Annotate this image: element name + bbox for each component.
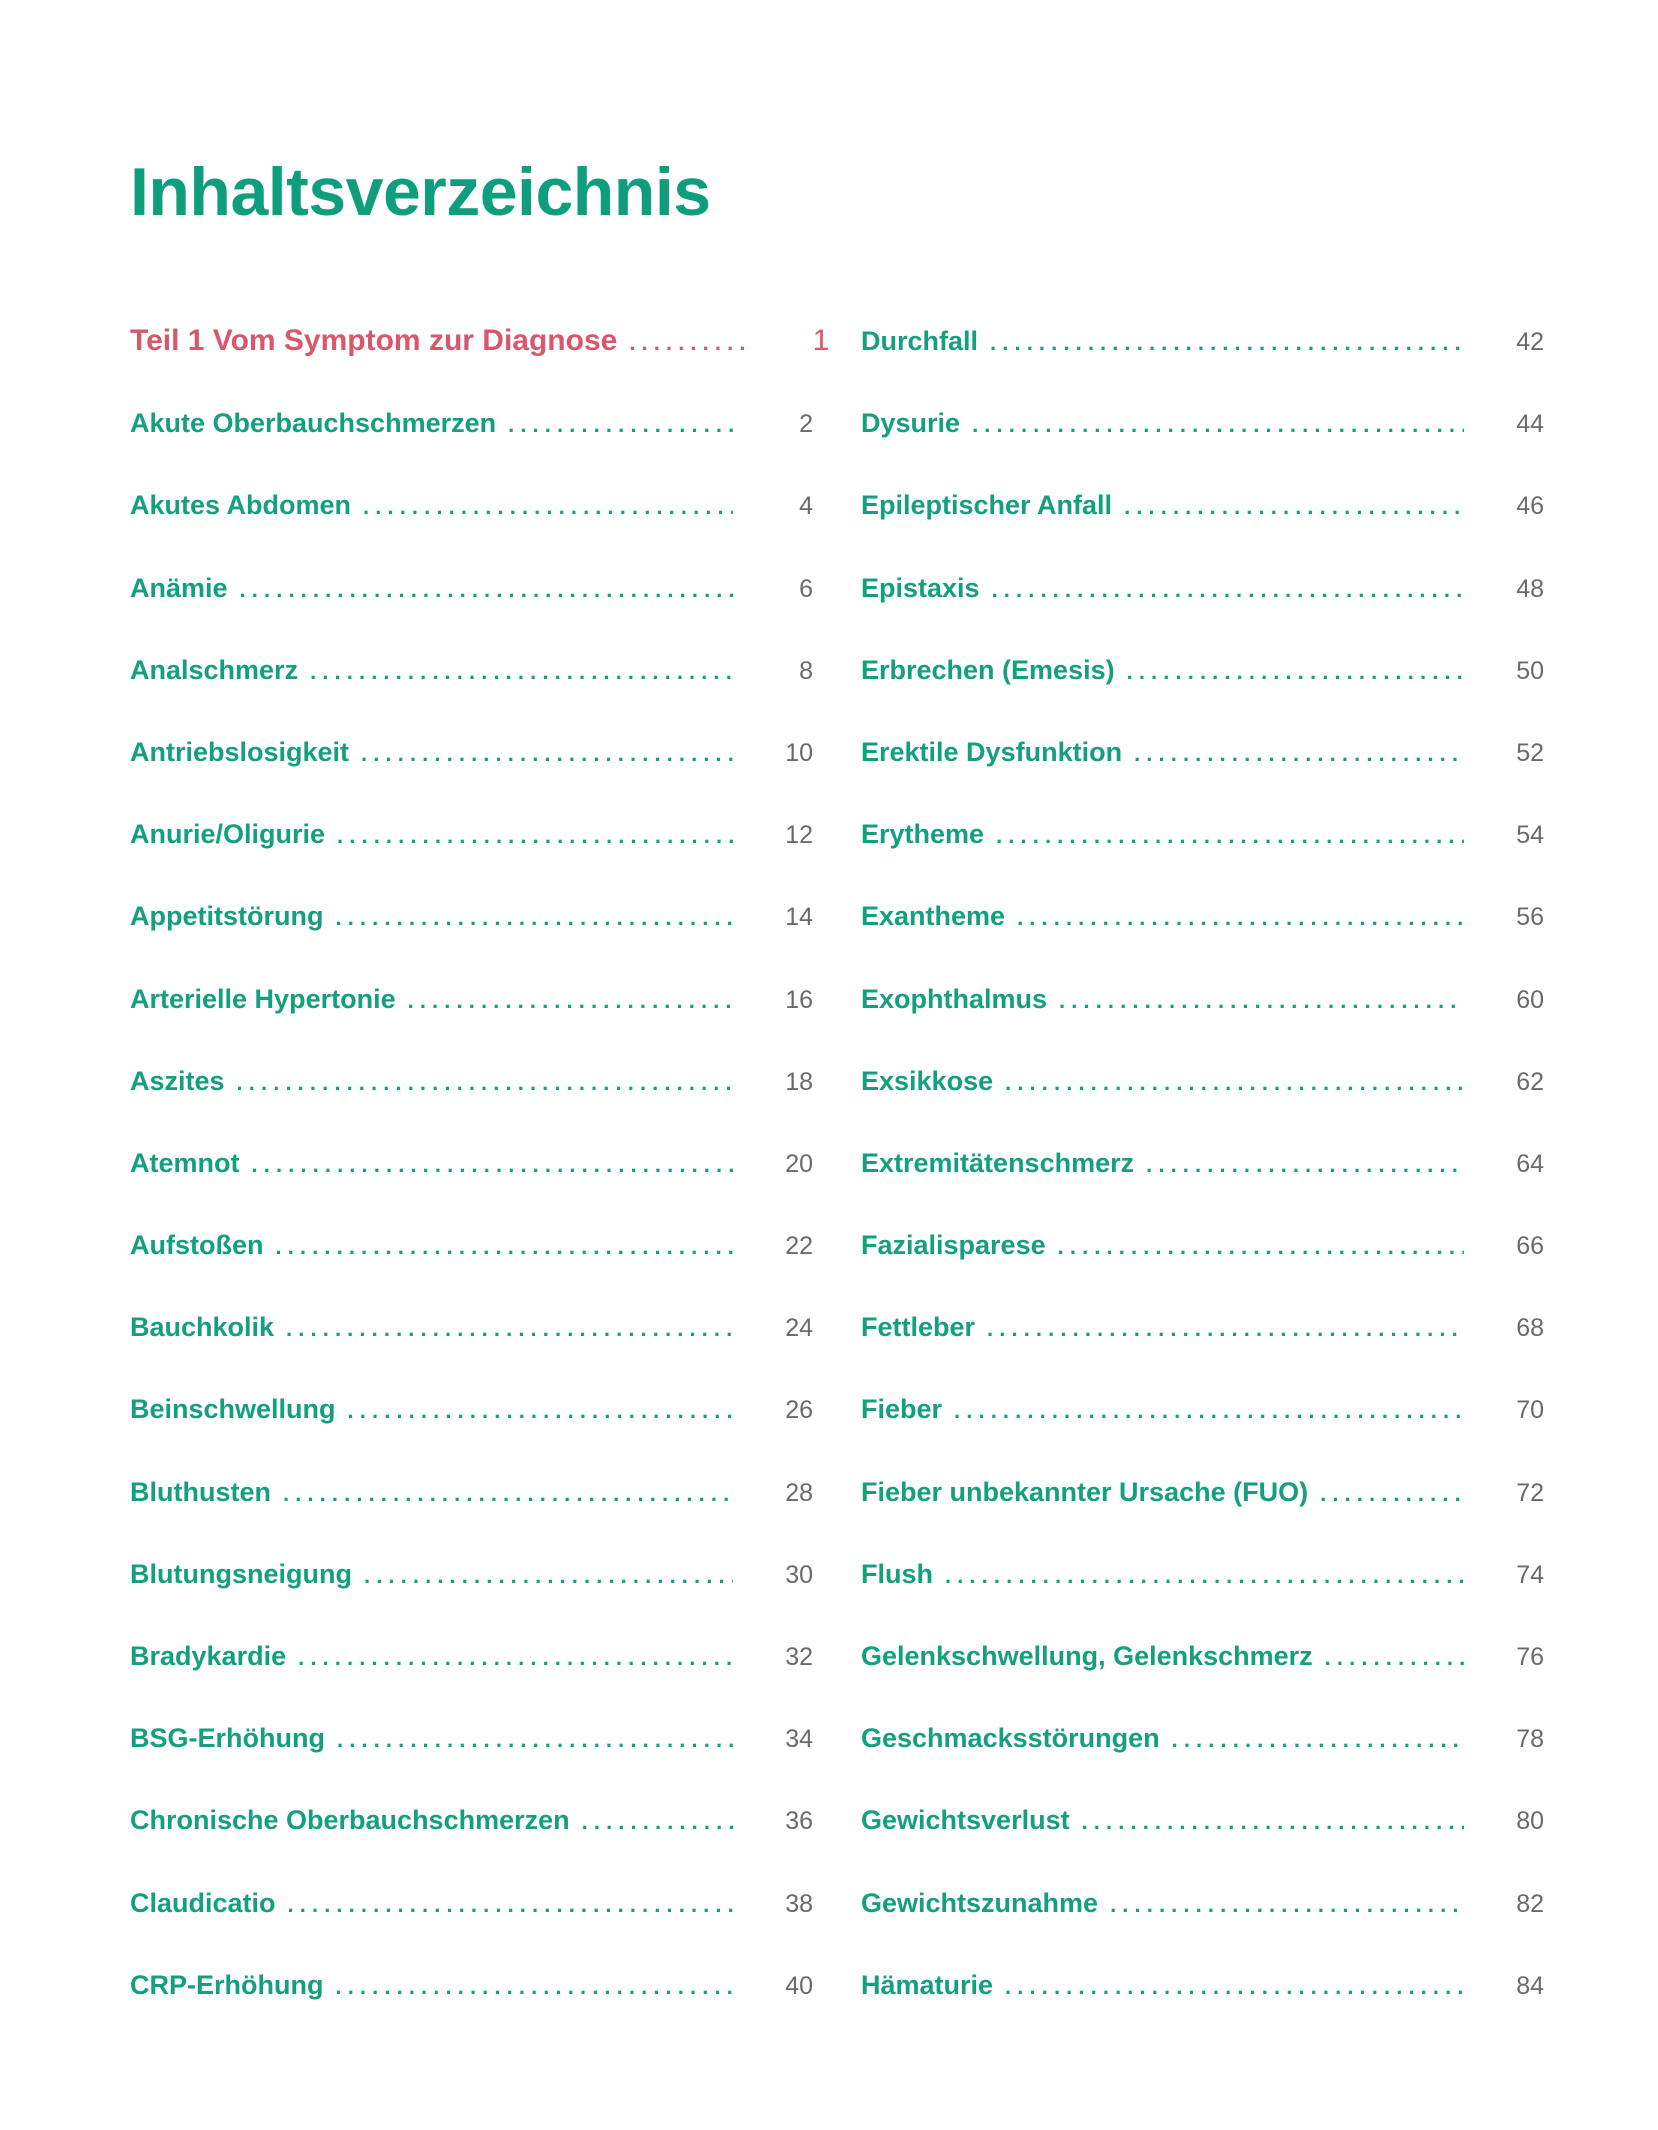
toc-dot-leader	[1005, 1946, 1464, 2028]
toc-dot-leader	[361, 713, 733, 795]
toc-entry[interactable]	[861, 1122, 1544, 1204]
toc-page-number: 52	[1516, 738, 1544, 767]
toc-entry[interactable]	[130, 1944, 813, 2026]
toc-entry-label: Erbrechen (Emesis)	[861, 654, 1115, 685]
toc-page-number: 30	[785, 1560, 813, 1589]
toc-page-number: 60	[1516, 985, 1544, 1014]
toc-dot-leader	[335, 877, 733, 959]
toc-page-number: 84	[1516, 1971, 1544, 2000]
toc-entry[interactable]	[130, 629, 813, 711]
toc-page-number: 22	[785, 1232, 813, 1261]
toc-page-number: 24	[785, 1314, 813, 1343]
toc-dot-leader	[1017, 877, 1464, 959]
toc-entry[interactable]	[130, 547, 813, 629]
toc-page-number: 40	[785, 1971, 813, 2000]
toc-dot-leader	[337, 795, 733, 877]
toc-entry[interactable]	[861, 793, 1544, 875]
toc-page-number: 56	[1516, 903, 1544, 932]
toc-entry-label: Durchfall	[861, 326, 979, 356]
toc-entry[interactable]	[130, 464, 813, 546]
toc-dot-leader	[1127, 631, 1464, 713]
toc-page-number: 78	[1516, 1725, 1544, 1754]
toc-entry-label: Exophthalmus	[861, 983, 1048, 1014]
toc-right-column	[861, 300, 1544, 2026]
toc-page-number: 14	[785, 903, 813, 932]
toc-dot-leader	[310, 631, 733, 713]
toc-page-number: 62	[1516, 1067, 1544, 1096]
toc-entry-label: Aszites	[130, 1065, 225, 1096]
toc-dot-leader	[1110, 1864, 1464, 1946]
toc-entry[interactable]	[130, 875, 813, 957]
toc-entry-label: Flush	[861, 1558, 933, 1589]
toc-part-entry[interactable]	[130, 300, 830, 382]
toc-page-number: 72	[1516, 1478, 1544, 1507]
toc-entry-label: Dysurie	[861, 408, 961, 439]
toc-page-number: 68	[1516, 1314, 1544, 1343]
toc-page-number: 46	[1516, 492, 1544, 521]
toc-page-number: 44	[1516, 410, 1544, 439]
toc-entry-label: Epistaxis	[861, 572, 980, 603]
toc-entry[interactable]	[861, 1697, 1544, 1779]
toc-entry[interactable]	[130, 1533, 813, 1615]
toc-entry[interactable]	[861, 1368, 1544, 1450]
toc-entry-label: Anurie/Oligurie	[130, 819, 326, 850]
toc-page-number: 16	[785, 985, 813, 1014]
toc-entry[interactable]	[130, 1615, 813, 1697]
toc-dot-leader	[1058, 1206, 1464, 1288]
toc-dot-leader	[275, 1206, 733, 1288]
toc-entry-label: Fieber unbekannter Ursache (FUO)	[861, 1476, 1309, 1507]
toc-entry[interactable]	[130, 958, 813, 1040]
toc-entry[interactable]	[130, 711, 813, 793]
toc-entry-label: Aufstoßen	[130, 1230, 264, 1261]
toc-dot-leader	[298, 1617, 733, 1699]
toc-entry-label: Exsikkose	[861, 1065, 994, 1096]
toc-entry-label: Gewichtszunahme	[861, 1887, 1099, 1918]
toc-dot-leader	[363, 466, 733, 548]
toc-entry-label: Fazialisparese	[861, 1230, 1046, 1261]
toc-entry[interactable]	[861, 1779, 1544, 1861]
toc-entry[interactable]	[130, 1697, 813, 1779]
toc-entry-label: Akute Oberbauchschmerzen	[130, 408, 497, 439]
toc-entry[interactable]	[130, 382, 813, 464]
toc-entry[interactable]	[130, 1451, 813, 1533]
toc-left-column	[130, 300, 830, 2026]
toc-entry[interactable]	[130, 1040, 813, 1122]
toc-dot-leader	[996, 795, 1464, 877]
toc-page-number: 50	[1516, 656, 1544, 685]
toc-dot-leader	[337, 1699, 733, 1781]
toc-page-number: 34	[785, 1725, 813, 1754]
toc-entry-label: Chronische Oberbauchschmerzen	[130, 1805, 570, 1836]
toc-dot-leader	[286, 1288, 733, 1370]
toc-entry[interactable]	[861, 1286, 1544, 1368]
toc-dot-leader	[1146, 1124, 1464, 1206]
toc-entry-label: Fettleber	[861, 1312, 976, 1343]
toc-dot-leader	[992, 549, 1464, 631]
toc-entry[interactable]	[861, 1862, 1544, 1944]
toc-page-number: 42	[1516, 328, 1544, 356]
toc-entry-label: Hämaturie	[861, 1969, 994, 2000]
toc-entry-label: Claudicatio	[130, 1887, 276, 1918]
toc-entry-label: Erektile Dysfunktion	[861, 736, 1123, 767]
toc-dot-leader	[954, 1370, 1464, 1452]
toc-dot-leader	[335, 1946, 733, 2028]
toc-entry-label: Epileptischer Anfall	[861, 490, 1113, 521]
toc-entry[interactable]	[861, 547, 1544, 629]
toc-entry-label: Beinschwellung	[130, 1394, 336, 1425]
toc-page-number: 26	[785, 1396, 813, 1425]
toc-entry-label: Bluthusten	[130, 1476, 271, 1507]
toc-page-number: 38	[785, 1889, 813, 1918]
toc-dot-leader	[1134, 713, 1464, 795]
toc-page-number: 2	[799, 410, 813, 439]
page-title: Inhaltsverzeichnis	[130, 154, 711, 230]
toc-page-number: 28	[785, 1478, 813, 1507]
toc-entry-label: Gelenkschwellung, Gelenkschmerz	[861, 1641, 1313, 1671]
toc-entry-label: Teil 1 Vom Symptom zur Diagnose	[130, 324, 618, 357]
toc-entry-label: Appetitstörung	[130, 901, 324, 932]
toc-page-number: 82	[1516, 1889, 1544, 1918]
toc-dot-leader	[1082, 1781, 1464, 1863]
toc-dot-leader	[252, 1124, 734, 1206]
toc-dot-leader	[990, 302, 1464, 384]
toc-entry[interactable]	[130, 1368, 813, 1450]
toc-entry-label: Analschmerz	[130, 654, 299, 685]
toc-dot-leader	[582, 1781, 733, 1863]
toc-dot-leader	[240, 549, 733, 631]
toc-entry[interactable]	[861, 711, 1544, 793]
toc-dot-leader	[288, 1864, 733, 1946]
toc-page-number: 20	[785, 1149, 813, 1178]
toc-dot-leader	[348, 1370, 733, 1452]
toc-dot-leader	[1124, 466, 1464, 548]
toc-dot-leader	[1005, 1042, 1464, 1124]
toc-page-number: 48	[1516, 574, 1544, 603]
toc-entry-label: Atemnot	[130, 1147, 240, 1178]
toc-page-number: 66	[1516, 1232, 1544, 1261]
toc-entry-label: Arterielle Hypertonie	[130, 983, 396, 1014]
toc-page-number: 80	[1516, 1807, 1544, 1836]
toc-page-number: 12	[785, 821, 813, 850]
toc-dot-leader	[629, 302, 749, 384]
toc-entry[interactable]	[130, 1204, 813, 1286]
toc-entry-label: Exantheme	[861, 901, 1006, 932]
toc-entry-label: Fieber	[861, 1394, 943, 1425]
toc-page-number: 6	[799, 574, 813, 603]
toc-page-number: 32	[785, 1643, 813, 1671]
toc-dot-leader	[508, 384, 733, 466]
toc-entry-label: Anämie	[130, 572, 228, 603]
toc-entry[interactable]	[861, 875, 1544, 957]
toc-dot-leader	[237, 1042, 733, 1124]
toc-page-number: 8	[799, 656, 813, 685]
toc-entry[interactable]	[130, 1862, 813, 1944]
toc-entry[interactable]	[861, 958, 1544, 1040]
toc-dot-leader	[1325, 1617, 1464, 1699]
toc-dot-leader	[1172, 1699, 1464, 1781]
toc-dot-leader	[408, 960, 733, 1042]
toc-dot-leader	[987, 1288, 1464, 1370]
toc-entry-label: Bauchkolik	[130, 1312, 275, 1343]
toc-entry-label: BSG-Erhöhung	[130, 1723, 325, 1754]
toc-entry-label: CRP-Erhöhung	[130, 1969, 324, 2000]
toc-entry[interactable]	[861, 1451, 1544, 1533]
toc-entry[interactable]	[861, 1533, 1544, 1615]
toc-page-number: 18	[785, 1067, 813, 1096]
toc-page-number: 64	[1516, 1149, 1544, 1178]
toc-page-number: 74	[1516, 1560, 1544, 1589]
toc-dot-leader	[1059, 960, 1464, 1042]
toc-entry[interactable]	[861, 464, 1544, 546]
toc-page-number: 4	[799, 492, 813, 521]
toc-dot-leader	[1320, 1453, 1464, 1535]
toc-entry-label: Bradykardie	[130, 1641, 287, 1671]
toc-entry[interactable]	[861, 1040, 1544, 1122]
toc-page-number: 54	[1516, 821, 1544, 850]
toc-entry-label: Extremitätenschmerz	[861, 1147, 1135, 1178]
toc-entry-label: Antriebslosigkeit	[130, 736, 350, 767]
toc-dot-leader	[283, 1453, 733, 1535]
toc-entry-label: Akutes Abdomen	[130, 490, 352, 521]
toc-page-number: 76	[1516, 1643, 1544, 1671]
toc-entry-label: Erytheme	[861, 819, 985, 850]
toc-entry[interactable]	[861, 629, 1544, 711]
toc-dot-leader	[364, 1535, 733, 1617]
toc-entry[interactable]	[861, 1944, 1544, 2026]
toc-entry[interactable]	[130, 1122, 813, 1204]
toc-page-number: 36	[785, 1807, 813, 1836]
toc-entry[interactable]	[861, 1204, 1544, 1286]
toc-entry-label: Geschmacksstörungen	[861, 1723, 1160, 1754]
toc-page-number: 10	[785, 738, 813, 767]
toc-entry[interactable]	[130, 793, 813, 875]
toc-entry[interactable]	[861, 1615, 1544, 1697]
toc-entry-label: Blutungsneigung	[130, 1558, 352, 1589]
toc-page-number: 1	[812, 324, 830, 357]
toc-entry[interactable]	[130, 1779, 813, 1861]
toc-entry[interactable]	[861, 300, 1544, 382]
toc-entry[interactable]	[861, 382, 1544, 464]
toc-entry[interactable]	[130, 1286, 813, 1368]
toc-entry-label: Gewichtsverlust	[861, 1805, 1070, 1836]
toc-page-number: 70	[1516, 1396, 1544, 1425]
toc-dot-leader	[945, 1535, 1464, 1617]
toc-dot-leader	[972, 384, 1464, 466]
